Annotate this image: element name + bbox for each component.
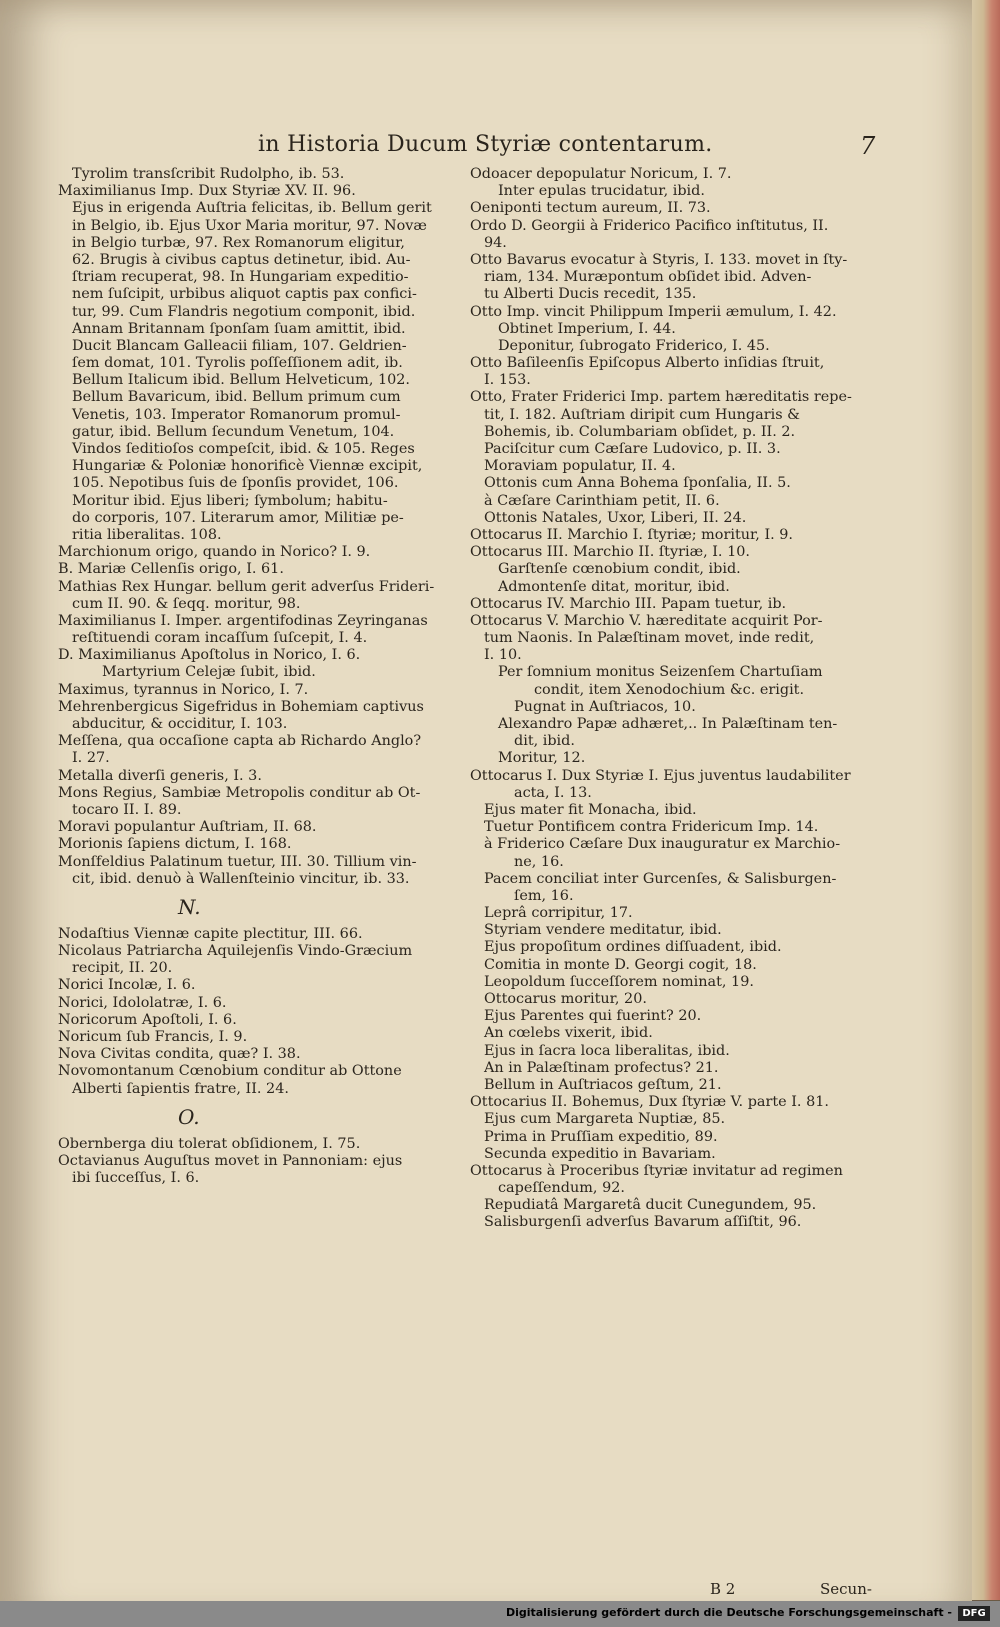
index-entry-line: Noricorum Apoſtoli, I. 6.	[58, 1011, 237, 1028]
index-entry-line: Tyrolim transſcribit Rudolpho, ib. 53.	[72, 166, 345, 182]
index-entry-line: Mons Regius, Sambiæ Metropolis conditur ab Ot-	[58, 784, 421, 801]
index-entry-line: gatur, ibid. Bellum ſecundum Venetum, 104.	[72, 423, 395, 440]
index-entry-line: Comitia in monte D. Georgi cogit, 18.	[484, 956, 757, 973]
index-entry-line: Annam Britannam ſponſam ſuam amittit, ibid.	[72, 320, 406, 337]
catchword: Secun-	[820, 1580, 872, 1598]
index-entry-line: Leprâ corripitur, 17.	[484, 905, 633, 922]
index-entry-line: An cœlebs vixerit, ibid.	[484, 1025, 653, 1042]
index-entry-line: Inter epulas trucidatur, ibid.	[498, 183, 705, 200]
index-entry-line: 62. Brugis à civibus captus detinetur, ibid. Au-	[72, 251, 411, 268]
index-entry-line: Mathias Rex Hungar. bellum gerit adverſus Frideri-	[58, 578, 435, 595]
index-entry-line: Leopoldum ſucceſſorem nominat, 19.	[484, 973, 754, 990]
digitization-banner	[0, 1601, 1000, 1627]
index-entry-line: 94.	[484, 234, 507, 251]
index-entry-line: Noricum ſub Francis, I. 9.	[58, 1029, 248, 1045]
index-entry-line: tocaro II. I. 89.	[72, 801, 182, 818]
index-entry-line: riam, 134. Muræpontum obſidet ibid. Adven-	[484, 269, 812, 286]
index-entry-line: cit, ibid. denuò à Wallenſteinio vincitur, ib. 33.	[72, 870, 410, 887]
index-entry-line: Ottonis Natales, Uxor, Liberi, II. 24.	[484, 509, 747, 526]
right-index-column	[470, 166, 888, 1232]
index-entry-line: abducitur, & occiditur, I. 103.	[72, 716, 288, 732]
page-edge	[972, 0, 1000, 1600]
index-entry-line: Prima in Pruſſiam expeditio, 89.	[484, 1128, 718, 1145]
index-entry-line: Ottocarus II. Marchio I. ſtyriæ; moritur, I. 9.	[470, 526, 794, 543]
index-entry-line: Ottocarus à Proceribus ſtyriæ invitatur ad regimen	[470, 1162, 843, 1179]
index-entry-line: Ejus in ſacra loca liberalitas, ibid.	[484, 1042, 730, 1059]
index-entry-line: I. 10.	[484, 647, 522, 664]
index-entry-line: Bellum Italicum ibid. Bellum Helveticum, 102.	[72, 372, 411, 389]
index-entry-line: à Friderico Cæſare Dux inauguratur ex Marchio-	[484, 836, 841, 853]
index-entry-line: B. Mariæ Cellenſis origo, I. 61.	[58, 561, 284, 578]
dfg-logo: DFG	[958, 1606, 990, 1621]
index-entry-line: Ottocarus IV. Marchio III. Papam tuetur, ib.	[470, 595, 787, 612]
index-entry-line: capeſſendum, 92.	[498, 1180, 625, 1197]
index-entry-line: Maximilianus Imp. Dux Styriæ XV. II. 96.	[58, 183, 356, 200]
index-entry-line: Ottocarius II. Bohemus, Dux ſtyriæ V. parte I. 81.	[470, 1094, 829, 1111]
index-entry-line: ſtriam recuperat, 98. In Hungariam expeditio-	[72, 269, 409, 286]
index-entry-line: Metalla diverſi generis, I. 3.	[58, 767, 262, 784]
index-entry-line: Ottocarus I. Dux Styriæ I. Ejus juventus laudabiliter	[470, 767, 851, 784]
index-entry-line: Martyrium Celejæ ſubit, ibid.	[102, 664, 316, 681]
index-entry-line: Salisburgenſi adverſus Bavarum aſſiſtit, 96.	[484, 1214, 802, 1231]
index-entry-line: Moritur, 12.	[498, 750, 586, 767]
index-entry-line: Ejus Parentes qui fuerint? 20.	[484, 1008, 702, 1025]
index-entry-line: ibi ſucceſſus, I. 6.	[72, 1170, 200, 1187]
index-entry-line: Meſſena, qua occaſione capta ab Richardo Anglo?	[58, 733, 422, 750]
index-entry-line: Mehrenbergicus Sigefridus in Bohemiam captivus	[58, 698, 424, 715]
index-entry-line: Moravi populantur Auſtriam, II. 68.	[58, 819, 317, 836]
section-heading-o: O.	[178, 1104, 200, 1129]
index-entry-line: Marchionum origo, quando in Norico? I. 9.	[58, 544, 371, 561]
index-entry-line: Otto Imp. vincit Philippum Imperii æmulum, I. 42.	[470, 303, 837, 320]
signature-mark: B 2	[710, 1580, 736, 1598]
index-entry-line: do corporis, 107. Literarum amor, Militiæ pe-	[72, 509, 404, 526]
index-entry-line: 105. Nepotibus ſuis de ſponſis providet, 106.	[72, 475, 399, 492]
index-entry-line: Pacem conciliat inter Gurcenſes, & Salisburgen-	[484, 870, 837, 887]
running-title: in Historia Ducum Styriæ contentarum.	[258, 132, 713, 157]
index-entry-line: ritia liberalitas. 108.	[72, 526, 222, 543]
index-entry-line: Venetis, 103. Imperator Romanorum promul-	[72, 406, 401, 423]
index-entry-line: Alexandro Papæ adhæret,.. In Palæſtinam ten-	[498, 716, 838, 732]
index-entry-line: Nicolaus Patriarcha Aquilejenſis Vindo-Græcium	[58, 943, 413, 960]
index-entry-line: Maximilianus I. Imper. argentifodinas Zeyringanas	[58, 612, 428, 629]
index-entry-line: Alberti ſapientis fratre, II. 24.	[72, 1080, 289, 1097]
index-entry-line: Bellum in Auſtriacos geſtum, 21.	[484, 1076, 722, 1093]
index-entry-line: in Belgio turbæ, 97. Rex Romanorum eligitur,	[72, 234, 405, 251]
index-entry-line: Hungariæ & Poloniæ honorificè Viennæ excipit,	[72, 458, 423, 475]
index-entry-line: Pugnat in Auſtriacos, 10.	[514, 698, 696, 715]
index-entry-line: Moritur ibid. Ejus liberi; ſymbolum; habitu-	[72, 492, 388, 509]
index-entry-line: ſem, 16.	[514, 887, 574, 904]
index-entry-line: in Belgio, ib. Ejus Uxor Maria moritur, 97. Novæ	[72, 217, 427, 234]
index-entry-line: Norici Incolæ, I. 6.	[58, 977, 196, 994]
index-entry-line: D. Maximilianus Apoſtolus in Norico, I. 6.	[58, 647, 361, 664]
index-entry-line: ne, 16.	[514, 853, 564, 870]
index-entry-line: Otto Bavarus evocatur à Styris, I. 133. movet in ſty-	[470, 251, 848, 268]
index-entry-line: Obtinet Imperium, I. 44.	[498, 320, 676, 337]
index-entry-line: Novomontanum Cœnobium conditur ab Ottone	[58, 1063, 402, 1080]
index-entry-line: nem ſuſcipit, urbibus aliquot captis pax confici-	[72, 286, 417, 303]
index-entry-line: Ottocarus III. Marchio II. ſtyriæ, I. 10.	[470, 544, 750, 561]
index-entry-line: An in Palæſtinam profectus? 21.	[484, 1059, 719, 1076]
index-entry-line: Deponitur, ſubrogato Friderico, I. 45.	[498, 337, 770, 354]
index-entry-line: Per ſomnium monitus Seizenſem Chartuſiam	[498, 664, 823, 681]
left-index-column	[58, 166, 468, 1187]
index-entry-line: tum Naonis. In Palæſtinam movet, inde redit,	[484, 630, 815, 647]
index-entry-line: Maximus, tyrannus in Norico, I. 7.	[58, 681, 309, 698]
index-entry-line: Moraviam populatur, II. 4.	[484, 458, 676, 475]
index-entry-line: Bellum Bavaricum, ibid. Bellum primum cum	[72, 389, 401, 406]
index-entry-line: Secunda expeditio in Bavariam.	[484, 1145, 716, 1162]
index-entry-line: Garſtenſe cœnobium condit, ibid.	[498, 561, 741, 578]
index-entry-line: Admontenſe ditat, moritur, ibid.	[498, 578, 730, 595]
index-entry-line: cum II. 90. & ſeqq. moritur, 98.	[72, 595, 301, 612]
index-entry-line: tu Alberti Ducis recedit, 135.	[484, 286, 697, 303]
index-entry-line: Morionis ſapiens dictum, I. 168.	[58, 836, 292, 853]
index-section-n	[58, 926, 468, 1098]
index-section-m	[58, 166, 468, 888]
index-section-o	[58, 1136, 468, 1188]
index-entry-line: Ducit Blancam Galleacii filiam, 107. Geldrien-	[72, 337, 407, 354]
index-section-o-continued	[470, 166, 888, 1232]
page-header	[0, 128, 972, 168]
index-entry-line: Octavianus Auguſtus movet in Pannoniam: ejus	[58, 1152, 403, 1169]
index-entry-line: Otto Baſileenſis Epiſcopus Alberto inſidias ſtruit,	[470, 355, 825, 372]
index-entry-line: Ordo D. Georgii à Friderico Pacifico inſtitutus, II.	[470, 217, 829, 234]
index-entry-line: dit, ibid.	[514, 733, 575, 750]
index-entry-line: Ejus mater fit Monacha, ibid.	[484, 801, 697, 818]
index-entry-line: tit, I. 182. Auſtriam diripit cum Hungaris &	[484, 406, 800, 423]
index-entry-line: Otto, Frater Friderici Imp. partem hæreditatis repe-	[470, 389, 852, 406]
index-entry-line: Ejus propoſitum ordines diſſuadent, ibid.	[484, 939, 782, 956]
index-entry-line: Ottonis cum Anna Bohema ſponſalia, II. 5.	[484, 475, 791, 492]
index-entry-line: Ottocarus V. Marchio V. hæreditate acquirit Por-	[470, 612, 823, 629]
index-entry-line: Ejus cum Margareta Nuptiæ, 85.	[484, 1111, 726, 1128]
index-entry-line: I. 153.	[484, 372, 531, 389]
page-number: 7	[860, 132, 876, 160]
index-entry-line: reſtituendi coram incaſſum ſuſcepit, I. 4.	[72, 630, 368, 647]
index-entry-line: tur, 99. Cum Flandris negotium componit, ibid.	[72, 303, 416, 320]
index-entry-line: Repudiatâ Margaretâ ducit Cunegundem, 95.	[484, 1197, 817, 1214]
section-heading-n: N.	[178, 894, 201, 919]
index-entry-line: Oeniponti tectum aureum, II. 73.	[470, 200, 711, 217]
index-entry-line: I. 27.	[72, 750, 110, 767]
index-entry-line: Tuetur Pontificem contra Fridericum Imp. 14.	[484, 819, 819, 836]
index-entry-line: Monſfeldius Palatinum tuetur, III. 30. Tillium vin-	[58, 853, 417, 870]
index-entry-line: Bohemis, ib. Columbariam obſidet, p. II. 2.	[484, 423, 796, 440]
index-entry-line: ſem domat, 101. Tyrolis poſſeſſionem adit, ib.	[72, 355, 403, 372]
index-entry-line: Nova Civitas condita, quæ? I. 38.	[58, 1046, 301, 1063]
index-entry-line: recipit, II. 20.	[72, 960, 173, 977]
index-entry-line: Nodaſtius Viennæ capite plectitur, III. 66.	[58, 925, 363, 942]
index-entry-line: Norici, Idololatræ, I. 6.	[58, 994, 227, 1011]
banner-text: Digitalisierung gefördert durch die Deutsche Forschungsgemeinschaft -	[505, 1606, 952, 1619]
index-entry-line: Odoacer depopulatur Noricum, I. 7.	[470, 166, 732, 182]
index-entry-line: Styriam vendere meditatur, ibid.	[484, 922, 722, 939]
index-entry-line: Obernberga diu tolerat obſidionem, I. 75.	[58, 1135, 361, 1152]
index-entry-line: à Cæſare Carinthiam petit, II. 6.	[484, 492, 720, 509]
index-entry-line: Ejus in erigenda Auſtria felicitas, ib. Bellum gerit	[72, 200, 432, 217]
index-entry-line: Paciſcitur cum Cæſare Ludovico, p. II. 3.	[484, 441, 781, 457]
index-entry-line: Vindos ſeditioſos compeſcit, ibid. & 105. Reges	[72, 441, 415, 457]
index-entry-line: condit, item Xenodochium &c. erigit.	[534, 681, 805, 698]
index-entry-line: acta, I. 13.	[514, 784, 592, 801]
index-entry-line: Ottocarus moritur, 20.	[484, 991, 647, 1007]
